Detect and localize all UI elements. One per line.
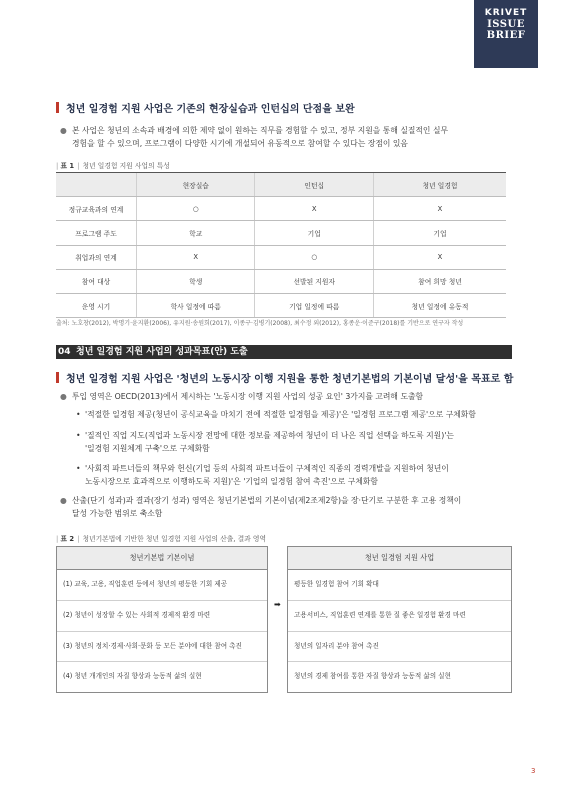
- table-2-left-box: [56, 546, 268, 693]
- page-number: 3: [531, 767, 536, 775]
- table-cell: 기업: [373, 221, 506, 245]
- bullet-3: [60, 494, 510, 520]
- bullet-3-line1: 산출(단기 성과)과 결과(장기 성과) 영역은 청년기본법의 기본이념(제2조제2항)을 장·단기로 구분한 후 고용 정책이: [72, 496, 462, 505]
- table-cell: X: [373, 245, 506, 269]
- sub-bullet-2-line2: '일경험 지원체계 구축'으로 구체화함: [85, 444, 210, 453]
- table-1-title: 청년 일경험 지원 사업의 특성: [82, 162, 170, 170]
- table-2-right-box: [287, 546, 512, 693]
- table-cell: X: [373, 197, 506, 221]
- table-1-header-row: [56, 173, 506, 197]
- sub-bullet-3-line2: 노동시장으로 효과적으로 이행하도록 지원)'은 '기업의 일경험 참여 촉진'으로 구체화함: [85, 477, 378, 486]
- table-row: [56, 245, 506, 269]
- list-item: (3) 청년의 정치·경제·사회·문화 등 모든 분야에 대한 참여 촉진: [57, 632, 267, 663]
- table-1-source: 출처: 노호창(2012), 박명기·윤지환(2006), 유지원·송원희(2017), 이종구·김병기(2008), 최수정 외(2012), 홍종운·이준구(2018)를 기반으로 연구자 작성: [56, 320, 464, 327]
- table-cell: 학사 일정에 따름: [137, 293, 255, 317]
- krivet-issue-brief-badge: [474, 0, 538, 68]
- sub-bullet-2: [76, 429, 506, 455]
- table-1-label: 표 1: [60, 162, 75, 170]
- table-cell: ○: [137, 197, 255, 221]
- section-header: [56, 345, 512, 359]
- table-row: [56, 293, 506, 317]
- table-1-header-cell: [56, 173, 137, 197]
- bullet-dot-icon: ●: [60, 126, 67, 135]
- list-item: (1) 교육, 고용, 직업훈련 등에서 청년의 평등한 기회 제공: [57, 570, 267, 601]
- section-number: 04: [58, 347, 71, 357]
- heading-bar: [56, 372, 59, 383]
- sub-bullet-1: [76, 408, 506, 421]
- table-1: [56, 172, 506, 318]
- table-cell: 학생: [137, 269, 255, 293]
- sub-bullet-3: [76, 462, 506, 488]
- sub-bullet-1-line1: '적절한 일경험 제공(청년이 공식교육을 마치기 전에 적절한 일경험을 제공)'은 '일경험 프로그램 제공'으로 구체화함: [85, 410, 476, 419]
- list-item: 고용서비스, 직업훈련 연계를 통한 질 좋은 일경험 환경 마련: [288, 601, 511, 632]
- bullet-1-line1: 본 사업은 청년의 소속과 배경에 의한 제약 없이 원하는 직무를 경험할 수 있고, 정부 지원을 통해 실질적인 실무: [72, 126, 449, 135]
- table-2-caption: | 표 2 | 청년기본법에 기반한 청년 일경험 지원 사업의 산출, 결과 영역: [56, 535, 267, 543]
- section-title: 청년 일경험 지원 사업의 성과목표(안) 도출: [76, 347, 248, 357]
- table-cell: 참여 희망 청년: [373, 269, 506, 293]
- badge-line3: BRIEF: [486, 30, 526, 41]
- heading-2-text: 청년 일경험 지원 사업은 '청년의 노동시장 이행 지원을 통한 청년기본법의 기본이념 달성'을 목표로 함: [66, 374, 514, 385]
- badge-line1: KRIVET: [484, 8, 528, 18]
- table-2-right-header: 청년 일경험 지원 사업: [288, 547, 511, 570]
- table-2-left-header: 청년기본법 기본이념: [57, 547, 267, 570]
- table-1-header-cell: 인턴십: [255, 173, 373, 197]
- heading-1: [56, 100, 355, 115]
- bullet-1-line2: 경험을 할 수 있으며, 프로그램이 다양한 시기에 개설되어 유동적으로 참여할 수 있다는 장점이 있음: [72, 139, 408, 148]
- table-cell: 선발된 지원자: [255, 269, 373, 293]
- bullet-3-line2: 달성 가능한 범위로 축소함: [72, 509, 163, 518]
- list-item: 청년의 경제 참여를 통한 자질 향상과 능동적 삶의 실현: [294, 672, 451, 681]
- list-item: 청년의 일자리 분야 참여 촉진: [288, 632, 511, 663]
- table-cell: 기업 일정에 따름: [255, 293, 373, 317]
- table-1-header-cell: 현장실습: [137, 173, 255, 197]
- list-item: (2) 청년이 성장할 수 있는 사회적 경제적 환경 마련: [57, 601, 267, 632]
- sub-bullet-3-line1: '사회적 파트너들의 책무와 헌신(기업 등의 사회적 파트너들이 구체적인 직종의 경력개발을 지원하여 청년이: [85, 464, 449, 473]
- list-item: 평등한 일경험 참여 기회 확대: [288, 570, 511, 601]
- table-cell: 취업과의 연계: [56, 245, 137, 269]
- table-cell: 기업: [255, 221, 373, 245]
- table-2-label: 표 2: [60, 535, 75, 543]
- bullet-dot-icon: ●: [60, 496, 67, 505]
- sub-bullet-dot-icon: •: [76, 431, 81, 440]
- list-item: (4) 청년 개개인의 자질 향상과 능동적 삶의 실현: [63, 672, 202, 681]
- table-1-header-cell: 청년 일경험: [373, 173, 506, 197]
- sub-bullet-dot-icon: •: [76, 464, 81, 473]
- heading-1-text: 청년 일경험 지원 사업은 기존의 현장실습과 인턴십의 단점을 보완: [66, 104, 355, 115]
- bullet-1: [60, 124, 510, 150]
- table-2-title: 청년기본법에 기반한 청년 일경험 지원 사업의 산출, 결과 영역: [82, 535, 267, 543]
- table-row: [56, 221, 506, 245]
- table-row: [56, 269, 506, 293]
- table-row: [56, 197, 506, 221]
- table-cell: ○: [255, 245, 373, 269]
- table-cell: 운영 시기: [56, 293, 137, 317]
- bullet-2-line1: 투입 영역은 OECD(2013)에서 제시하는 '노동시장 이행 지원 사업의 성공 요인' 3가지를 고려해 도출함: [72, 392, 424, 401]
- table-cell: 프로그램 주도: [56, 221, 137, 245]
- badge-line2: ISSUE: [487, 19, 525, 30]
- table-1-caption: | 표 1 | 청년 일경험 지원 사업의 특성: [56, 162, 170, 170]
- bullet-2: [60, 390, 510, 403]
- table-cell: X: [137, 245, 255, 269]
- heading-2: [56, 370, 513, 385]
- bullet-dot-icon: ●: [60, 392, 67, 401]
- table-cell: 청년 일정에 유동적: [373, 293, 506, 317]
- right-arrow-icon: ➡: [274, 600, 281, 609]
- sub-bullet-2-line1: '질적인 직업 지도(직업과 노동시장 전망에 대한 정보를 제공하여 청년이 더 나은 직업 선택을 하도록 지원)'는: [85, 431, 454, 440]
- table-cell: 학교: [137, 221, 255, 245]
- sub-bullet-dot-icon: •: [76, 410, 81, 419]
- table-cell: 참여 대상: [56, 269, 137, 293]
- table-cell: 정규교육과의 연계: [56, 197, 137, 221]
- heading-bar: [56, 102, 59, 113]
- table-cell: X: [255, 197, 373, 221]
